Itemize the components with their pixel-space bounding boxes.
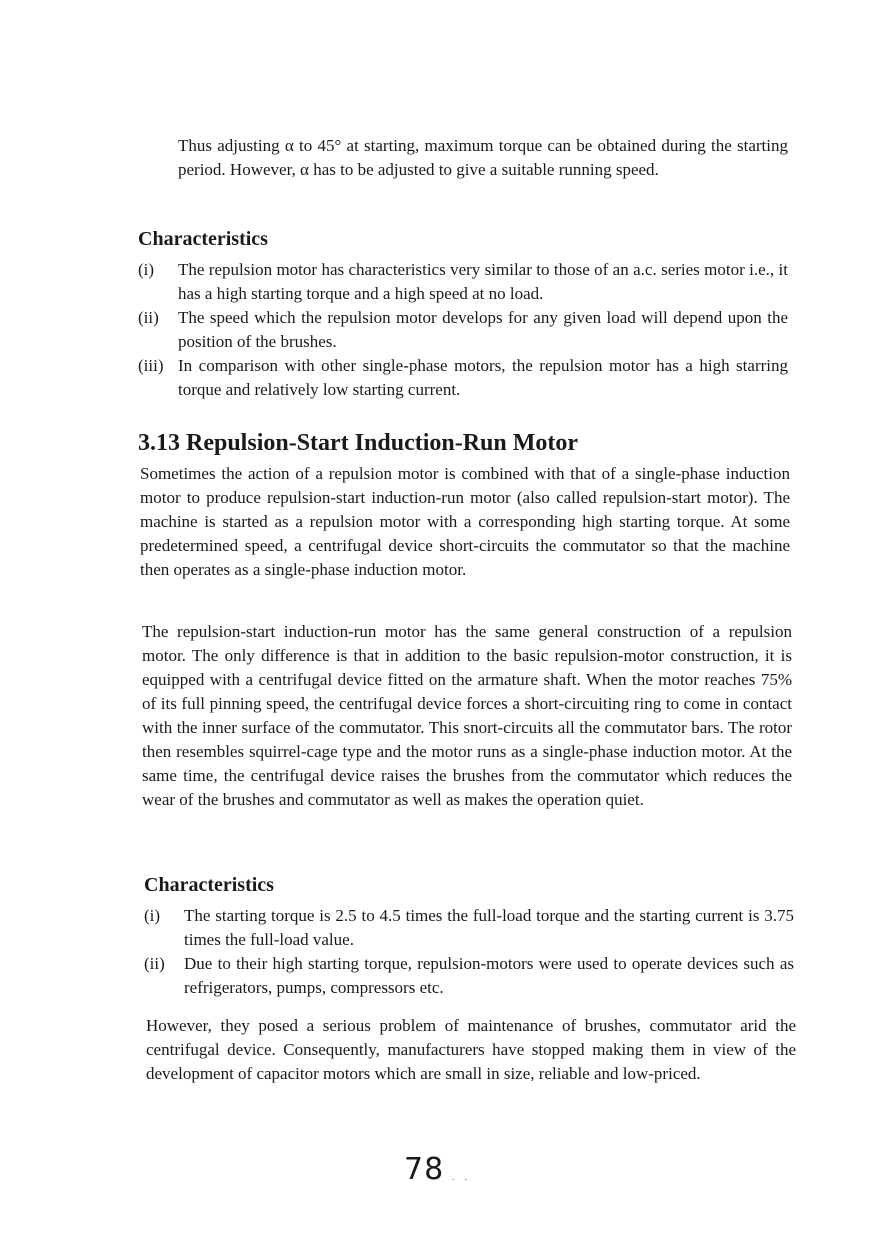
list-item-text: In comparison with other single-phase motors, the repulsion motor has a high starring torque and relatively low starting current.	[178, 356, 788, 399]
characteristics-heading-2-block	[144, 872, 794, 898]
characteristics-list-1	[138, 258, 788, 402]
intro-block	[178, 134, 788, 182]
section-title-block	[138, 428, 788, 458]
characteristics-heading-2: Characteristics	[144, 874, 274, 896]
list-item-number: (ii)	[138, 308, 159, 327]
list-item-number: (iii)	[138, 356, 164, 375]
section-paragraph-2-block	[142, 620, 792, 812]
characteristics-list-2	[144, 904, 794, 1000]
list-item-text: Due to their high starting torque, repulsion-motors were used to operate devices such as refrigerators, pumps, compressors etc.	[184, 954, 794, 997]
list-item-text: The starting torque is 2.5 to 4.5 times the full-load torque and the starting current is 3.75 times the full-load value.	[184, 906, 794, 949]
list-item	[138, 306, 788, 354]
section-paragraph-1: Sometimes the action of a repulsion motor is combined with that of a single-phase induction motor to produce repulsion-start induction-run motor (also called repulsion-start motor). The machine is started as a repulsion motor with a corresponding high starting torque. At some predetermined speed, a centrifugal device short-circuits the commutator so that the machine then operates as a single-phase induction motor.	[140, 464, 790, 579]
scan-speck-decoration: ..	[452, 1172, 477, 1183]
list-item	[144, 904, 794, 952]
list-item	[138, 354, 788, 402]
closing-paragraph: However, they posed a serious problem of maintenance of brushes, commutator arid the centrifugal device. Consequently, manufacturers have stopped making them in view of the development of capacitor motors which are small in size, reliable and low-priced.	[146, 1016, 796, 1083]
section-paragraph-2: The repulsion-start induction-run motor has the same general construction of a repulsion motor. The only difference is that in addition to the basic repulsion-motor construction, it is equipped with a centrifugal device fitted on the armature shaft. When the motor reaches 75% of its full pinning speed, the centrifugal device forces a short-circuiting ring to come in contact with the inner surface of the commutator. This snort-circuits all the commutator bars. The rotor then resembles squirrel-cage type and the motor runs as a single-phase induction motor. At the same time, the centrifugal device raises the brushes from the commutator which reduces the wear of the brushes and commutator as well as makes the operation quiet.	[142, 622, 792, 809]
section-title: 3.13 Repulsion-Start Induction-Run Motor	[138, 430, 579, 456]
list-item	[144, 952, 794, 1000]
list-item-number: (ii)	[144, 954, 165, 973]
closing-block	[146, 1014, 796, 1086]
list-item-number: (i)	[144, 906, 161, 925]
list-item-number: (i)	[138, 260, 155, 279]
intro-paragraph: Thus adjusting α to 45° at starting, maximum torque can be obtained during the starting period. However, α has to be adjusted to give a suitable running speed.	[178, 136, 788, 179]
list-item	[138, 258, 788, 306]
list-item-text: The repulsion motor has characteristics very similar to those of an a.c. series motor i.e., it has a high starting torque and a high speed at no load.	[178, 260, 788, 303]
characteristics-heading-1: Characteristics	[138, 228, 268, 250]
list-item-text: The speed which the repulsion motor develops for any given load will depend upon the position of the brushes.	[178, 308, 788, 351]
characteristics-heading-1-block	[138, 226, 788, 252]
page-number: 78	[404, 1152, 445, 1187]
section-paragraph-1-block	[140, 462, 790, 582]
